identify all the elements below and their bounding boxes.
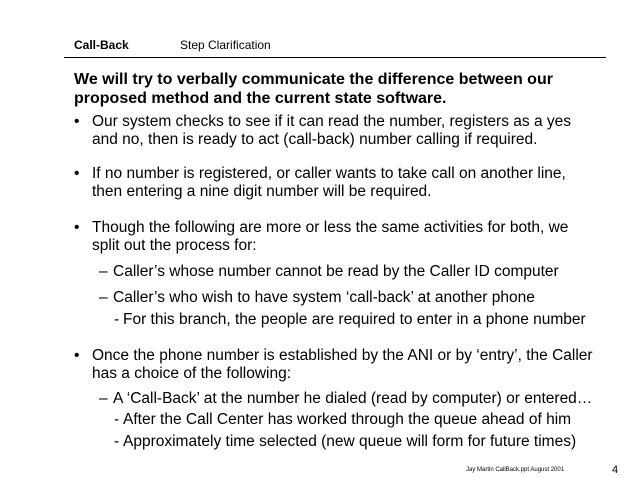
- page-number: 4: [612, 464, 619, 476]
- sub-bullet-text: Caller’s whose number cannot be read by the Caller ID computer: [113, 263, 559, 280]
- bullet-marker: •: [74, 219, 80, 236]
- sub-bullet-marker: –: [99, 263, 108, 280]
- section-subtitle: Step Clarification: [180, 38, 271, 52]
- sub-sub-bullet-marker: -: [114, 433, 120, 450]
- sub-bullet-marker: –: [99, 289, 108, 306]
- heading-line: proposed method and the current state software.: [74, 90, 447, 107]
- sub-bullet-text: A ‘Call-Back’ at the number he dialed (read by computer) or entered…: [113, 390, 593, 407]
- bullet-text: has a choice of the following:: [92, 365, 292, 382]
- sub-sub-bullet-text: Approximately time selected (new queue will form for future times): [123, 433, 577, 450]
- bullet-text: and no, then is ready to act (call-back) number calling if required.: [92, 131, 538, 148]
- sub-bullet-text: Caller’s who wish to have system ‘call-back’ at another phone: [113, 289, 535, 306]
- bullet-text: Though the following are more or less the same activities for both, we: [92, 219, 569, 236]
- bullet-text: then entering a nine digit number will be required.: [92, 183, 432, 200]
- bullet-text: split out the process for:: [92, 237, 257, 254]
- footer-note: Jay Martin CallBack.ppt August 2001: [466, 467, 565, 473]
- bullet-text: Once the phone number is established by the ANI or by ‘entry’, the Caller: [92, 347, 593, 364]
- sub-sub-bullet-text: For this branch, the people are required to enter in a phone number: [123, 311, 586, 328]
- bullet-marker: •: [74, 113, 80, 130]
- sub-sub-bullet-marker: -: [114, 411, 120, 428]
- bullet-marker: •: [74, 165, 80, 182]
- bullet-marker: •: [74, 347, 80, 364]
- bullet-text: If no number is registered, or caller wants to take call on another line,: [92, 165, 566, 182]
- sub-bullet-marker: –: [99, 390, 108, 407]
- sub-sub-bullet-marker: -: [114, 311, 120, 328]
- section-title: Call-Back: [74, 38, 129, 52]
- heading-line: We will try to verbally communicate the difference between our: [74, 71, 553, 88]
- bullet-text: Our system checks to see if it can read the number, registers as a yes: [92, 113, 571, 130]
- sub-sub-bullet-text: After the Call Center has worked through the queue ahead of him: [123, 411, 572, 428]
